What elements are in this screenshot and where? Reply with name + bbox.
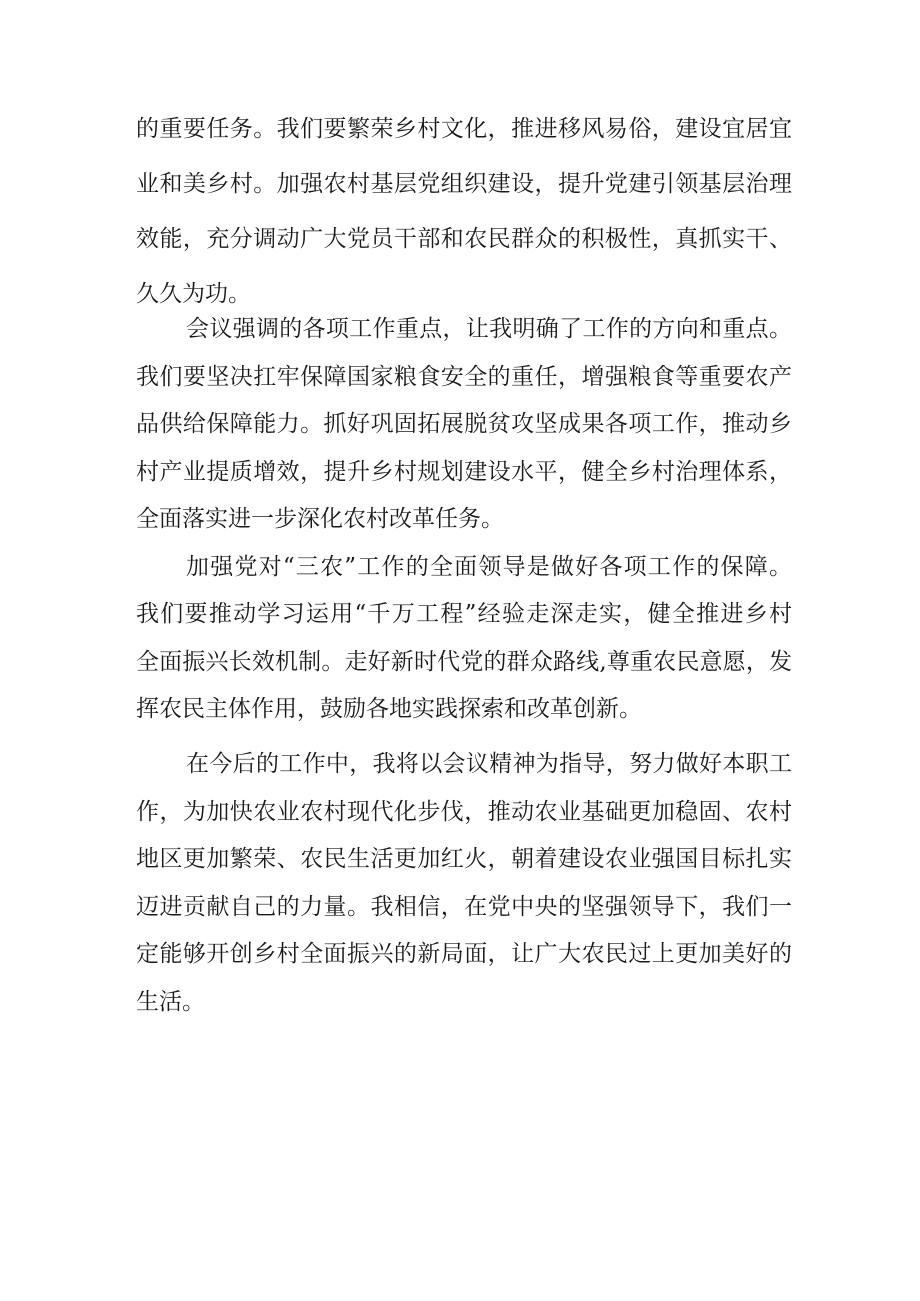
- paragraph-3-line-3: 全面振兴长效机制。走好新时代党的群众路线,尊重农民意愿，发: [136, 649, 792, 675]
- paragraph-3-line-1: 加强党对“三农”工作的全面领导是做好各项工作的保障。: [186, 554, 792, 580]
- paragraph-2-line-4: 村产业提质增效，提升乡村规划建设水平，健全乡村治理体系，: [136, 459, 792, 485]
- paragraph-2-line-3: 品供给保障能力。抓好巩固拓展脱贫攻坚成果各项工作，推动乡: [136, 411, 792, 437]
- paragraph-1-line-1: 的重要任务。我们要繁荣乡村文化，推进移风易俗，建设宜居宜: [136, 116, 792, 142]
- paragraph-1-line-4: 久久为功。: [136, 281, 251, 307]
- paragraph-4-line-6: 生活。: [136, 989, 205, 1015]
- paragraph-4-line-4: 迈进贡献自己的力量。我相信，在党中央的坚强领导下，我们一: [136, 894, 792, 920]
- paragraph-1-line-3: 效能，充分调动广大党员干部和农民群众的积极性，真抓实干、: [136, 226, 792, 252]
- paragraph-2-line-5: 全面落实进一步深化农村改革任务。: [136, 506, 504, 532]
- paragraph-2-line-2: 我们要坚决扛牢保障国家粮食安全的重任，增强粮食等重要农产: [136, 364, 792, 390]
- paragraph-4-line-1: 在今后的工作中，我将以会议精神为指导，努力做好本职工: [186, 751, 792, 777]
- paragraph-3-line-4: 挥农民主体作用，鼓励各地实践探索和改革创新。: [136, 696, 642, 722]
- paragraph-4-line-2: 作，为加快农业农村现代化步伐，推动农业基础更加稳固、农村: [136, 799, 792, 825]
- paragraph-4-line-3: 地区更加繁荣、农民生活更加红火，朝着建设农业强国目标扎实: [136, 846, 792, 872]
- paragraph-1-line-2: 业和美乡村。加强农村基层党组织建设，提升党建引领基层治理: [136, 171, 792, 197]
- paragraph-3-line-2: 我们要推动学习运用“千万工程”经验走深走实，健全推进乡村: [136, 601, 792, 627]
- paragraph-4-line-5: 定能够开创乡村全面振兴的新局面，让广大农民过上更加美好的: [136, 941, 792, 967]
- paragraph-2-line-1: 会议强调的各项工作重点，让我明确了工作的方向和重点。: [186, 316, 792, 342]
